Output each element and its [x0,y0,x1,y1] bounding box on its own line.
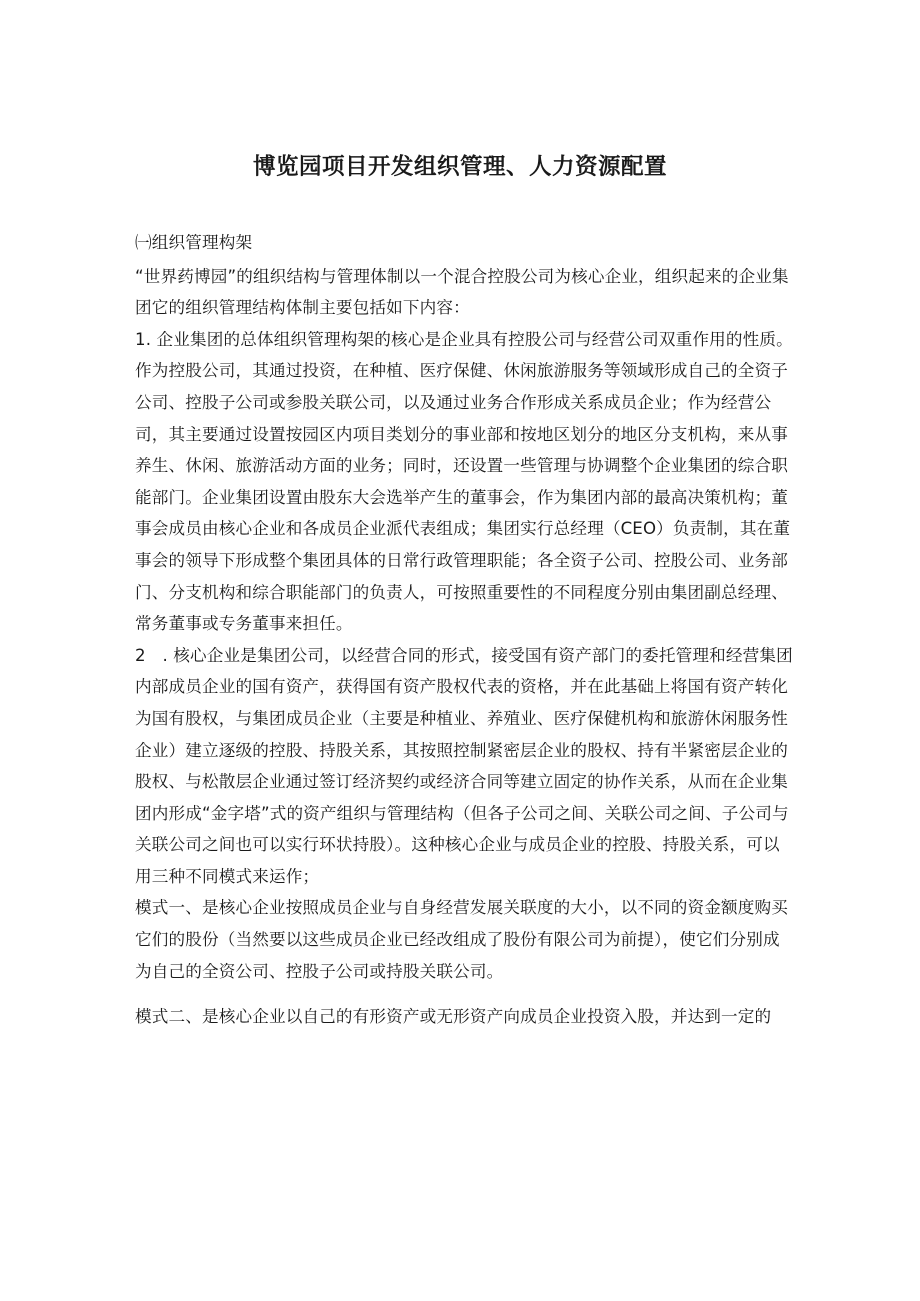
section-heading: ㈠组织管理构架 [135,233,253,252]
document-title: 博览园项目开发组织管理、人力资源配置 [252,154,667,180]
paragraph-intro: “世界药博园”的组织结构与管理体制以一个混合控股公司为核心企业，组织起来的企业集团它的组织管理结构体制主要包括如下内容： [135,266,789,318]
paragraph-item-1: 1. 企业集团的总体组织管理构架的核心是企业具有控股公司与经营公司双重作用的性质。作为控股公司，其通过投资，在种植、医疗保健、休闲旅游服务等领域形成自己的全资子公司、控股子公司或参股关联公司，以及通过业务合作形成关系成员企业；作为经营公司，其主要通过设置按园区内项目类划分的事业部和按地区划分的地区分支机构，来从事养生、休闲、旅游活动方面的业务；同时，还设置一些管理与协调整个企业集团的综合职能部门。企业集团设置由股东大会选举产生的董事会，作为集团内部的最高决策机构；董事会成员由核心企业和各成员企业派代表组成；集团实行总经理（CEO）负责制，其在董事会的领导下形成整个集团具体的日常行政管理职能；各全资子公司、控股公司、业务部门、分支机构和综合职能部门的负责人，可按照重要性的不同程度分别由集团副总经理、常务董事或专务董事来担任。 [135,329,793,634]
document-body [135,227,795,1033]
paragraph-mode-1: 模式一、是核心企业按照成员企业与自身经营发展关联度的大小，以不同的资金额度购买它们的股份（当然要以这些成员企业已经改组成了股份有限公司为前提），使它们分别成为自己的全资公司、控股子公司或持股关联公司。 [135,898,789,981]
paragraph-mode-2: 模式二、是核心企业以自己的有形资产或无形资产向成员企业投资入股，并达到一定的 [135,1007,772,1027]
paragraph-item-2: 2 . 核心企业是集团公司，以经营合同的形式，接受国有资产部门的委托管理和经营集团内部成员企业的国有资产，获得国有资产股权代表的资格，并在此基础上将国有资产转化为国有股权，与集团成员企业（主要是种植业、养殖业、医疗保健机构和旅游休闲服务性企业）建立逐级的控股、持股关系，其按照控制紧密层企业的股权、持有半紧密层企业的股权、与松散层企业通过签订经济契约或经济合同等建立固定的协作关系，从而在企业集团内形成“金字塔”式的资产组织与管理结构（但各子公司之间、关联公司之间、子公司与关联公司之间也可以实行环状持股）。这种核心企业与成员企业的控股、持股关系，可以用三种不同模式来运作； [135,645,793,886]
